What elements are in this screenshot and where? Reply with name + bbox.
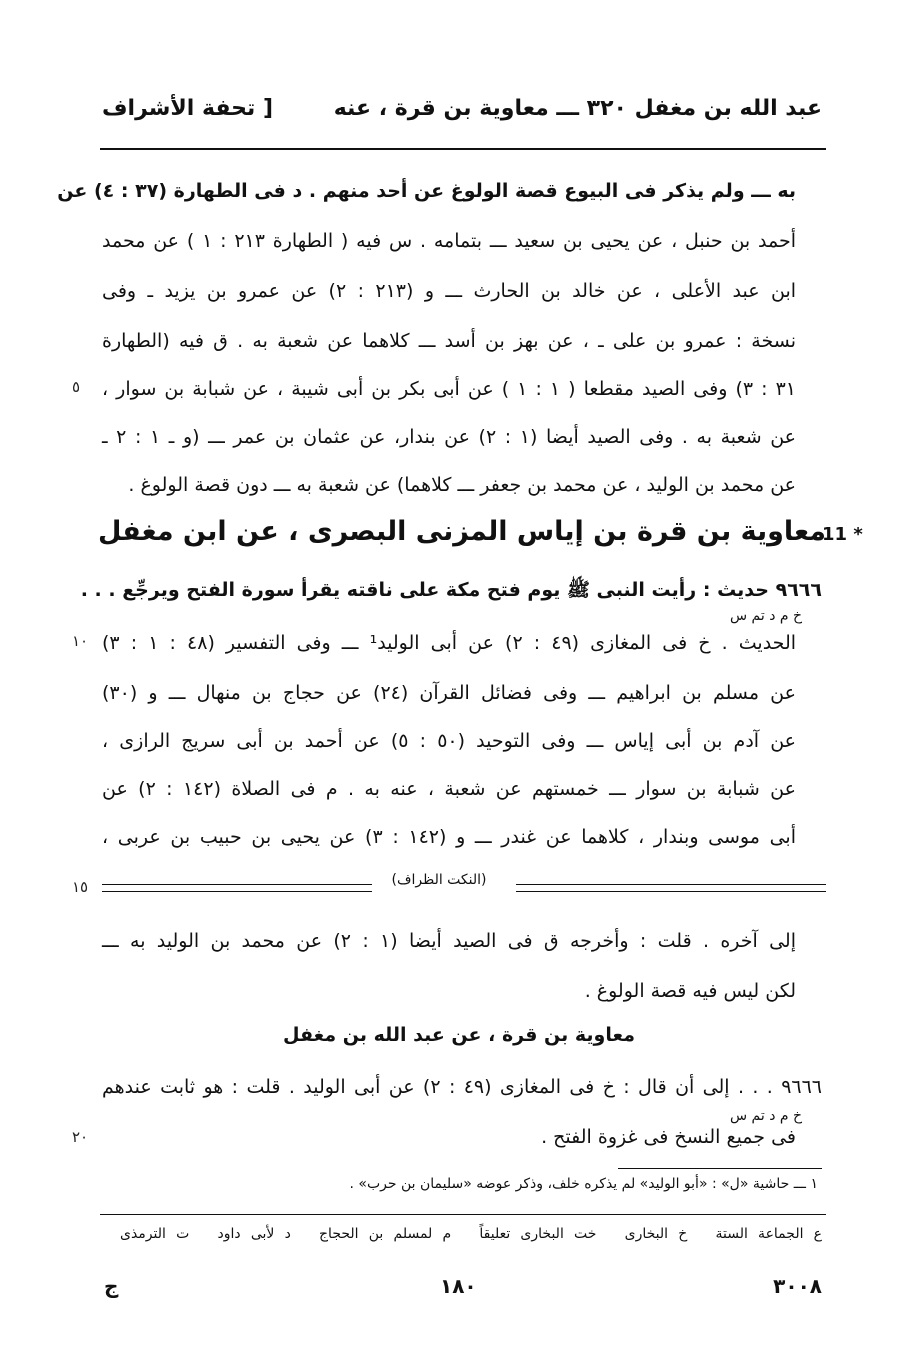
sigla: خ م د تم س [730,608,803,624]
abbrev-item: ع الجماعة الستة [715,1226,823,1242]
abbreviations-rule [100,1214,826,1215]
abbrev-item: خ البخارى [624,1226,688,1242]
line-number: ١٥ [72,878,89,896]
nukat-line: إلى آخره . قلت : وأخرجه ق فى الصيد أيضا (١ : ٢) عن محمد بن الوليد به ـــ [102,930,796,952]
sigla: خ م د تم س [730,1108,803,1124]
hadith-line: عن آدم بن أبى إياس ـــ وفى التوحيد (٥٠ : ٥) عن أحمد بن أبى سريج الرازى ، [102,730,796,752]
running-header-title: عبد الله بن مغفل ٣٢٠ ـــ معاوية بن قرة ، عنه [333,96,822,121]
section-number: 11 * [822,524,863,545]
abbrev-item: خت البخارى تعليقاً [479,1226,597,1242]
entry-number: ٣٠٠٨ [773,1274,822,1298]
hadith-line: الحديث . خ فى المغازى (٤٩ : ٢) عن أبى الوليد¹ ـــ وفى التفسير (٤٨ : ١ : ٣) [102,632,797,654]
nukat-line: لكن ليس فيه قصة الولوغ . [584,980,796,1002]
text-line: عن شعبة به . وفى الصيد أيضا (١ : ٢) عن بندار، عن عثمان بن عمر ـــ (و ـ ١ : ٢ ـ [102,426,797,448]
hadith-line: أبى موسى وبندار ، كلاهما عن غندر ـــ و (١٤٢ : ٣) عن يحيى بن حبيب بن عربى ، [102,826,796,848]
hadith-line: ٩٦٦٦ حديث : رأيت النبى ﷺ يوم فتح مكة على ناقته يقرأ سورة الفتح ويرجِّع . . . [80,579,822,601]
volume-marker: ج [104,1274,119,1298]
line-number: ١٠ [72,632,89,650]
running-header-book: [ تحفة الأشراف [102,96,274,121]
text-line: ٣١ : ٣) وفى الصيد مقطعا ( ١ : ١ ) عن أبى بكر بن أبى شيبة ، عن شبابة بن سوار ، [102,378,796,400]
line-number: ٢٠ [72,1128,89,1146]
section-heading: معاوية بن قرة بن إياس المزنى البصرى ، عن ابن مغفل [98,516,826,547]
abbrev-item: د لأبى داود [217,1226,291,1242]
header-rule [100,148,826,150]
hadith-line: عن شبابة بن سوار ـــ خمستهم عن شعبة ، عنه به . م فى الصلاة (١٤٢ : ٢) عن [102,778,796,800]
footnote-rule [618,1168,822,1169]
subsection-title: معاوية بن قرة ، عن عبد الله بن مغفل [282,1024,635,1046]
nukat-line: ٩٦٦٦ . . . إلى أن قال : خ فى المغازى (٤٩ : ٢) عن أبى الوليد . قلت : هو ثابت عندهم [102,1076,823,1098]
text-line: نسخة : عمرو بن على ـ ، عن بهز بن أسد ـــ كلاهما عن شعبة به . ق فيه (الطهارة [102,330,796,352]
page-number: ١٨٠ [440,1274,477,1298]
nukat-line: فى جميع النسخ فى غزوة الفتح . [541,1126,796,1148]
abbrev-item: ت الترمذى [120,1226,190,1242]
abbreviations-key [102,1226,822,1242]
text-line: ابن عبد الأعلى ، عن خالد بن الحارث ـــ و (٢١٣ : ٢) عن عمرو بن يزيد ـ وفى [102,280,797,302]
footnote: ١ ـــ حاشية «ل» : «أبو الوليد» لم يذكره خلف، وذكر عوضه «سليمان بن حرب» . [349,1176,818,1192]
text-line: عن محمد بن الوليد ، عن محمد بن جعفر ـــ كلاهما) عن شعبة به ـــ دون قصة الولوغ . [128,474,796,496]
separator-label: (النكت الظراف) [391,872,487,888]
text-line: به ـــ ولم يذكر فى البيوع قصة الولوغ عن أحد منهم . د فى الطهارة (٣٧ : ٤) عن [57,180,796,202]
hadith-line: عن مسلم بن ابراهيم ـــ وفى فضائل القرآن (٢٤) عن حجاج بن منهال ـــ و (٣٠) [102,682,796,704]
text-line: أحمد بن حنبل ، عن يحيى بن سعيد ـــ بتمامه . س فيه ( الطهارة ٢١٣ : ١ ) عن محمد [102,230,797,252]
line-number: ٥ [72,378,81,396]
abbrev-item: م لمسلم بن الحجاج [319,1226,452,1242]
